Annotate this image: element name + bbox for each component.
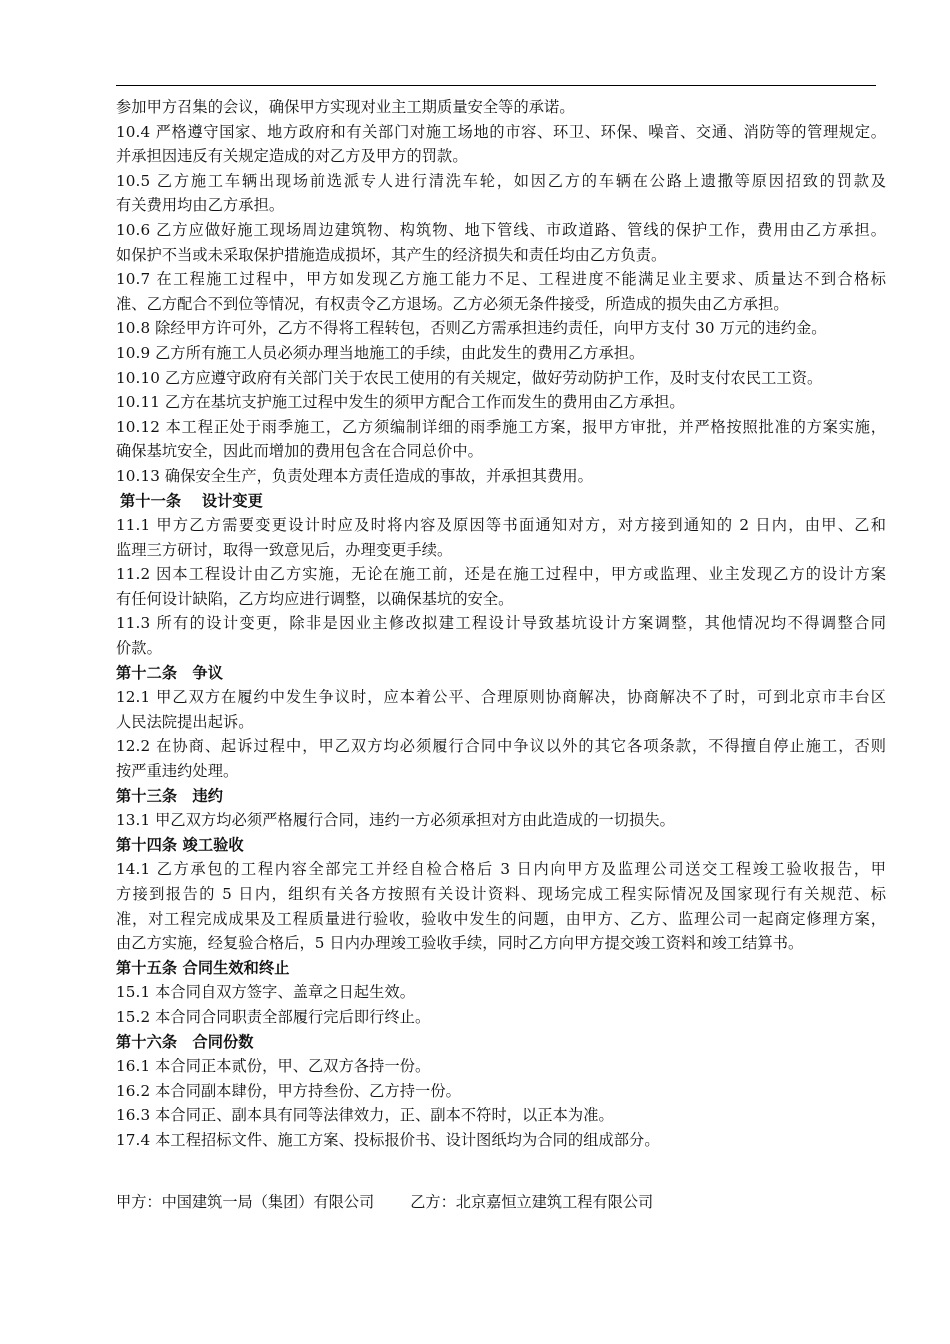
clause-line: 10.5 乙方施工车辆出现场前选派专人进行清洗车轮，如因乙方的车辆在公路上遗撒等原因招致的罚款及	[116, 171, 886, 190]
clause-line: 10.4 严格遵守国家、地方政府和有关部门对施工场地的市容、环卫、环保、噪音、交通、消防等的管理规定。	[116, 122, 886, 141]
clause-line: 15.1 本合同自双方签字、盖章之日起生效。	[116, 983, 416, 1002]
clause-line: 10.10 乙方应遵守政府有关部门关于农民工使用的有关规定，做好劳动防护工作，及时支付农民工工资。	[116, 368, 823, 387]
clause-line: 15.2 本合同合同职责全部履行完后即行终止。	[116, 1007, 431, 1026]
clause-line: 10.11 乙方在基坑支护施工过程中发生的须甲方配合工作而发生的费用由乙方承担。	[116, 393, 685, 412]
clause-line: 10.6 乙方应做好施工现场周边建筑物、构筑物、地下管线、市政道路、管线的保护工作，费用由乙方承担。	[116, 220, 886, 239]
section-heading: 第十二条 争议	[116, 663, 224, 682]
clause-line: 准，对工程完成成果及工程质量进行验收，验收中发生的问题，由甲方、乙方、监理公司一起商定修理方案，	[116, 909, 886, 928]
clause-line: 10.7 在工程施工过程中，甲方如发现乙方施工能力不足、工程进度不能满足业主要求、质量达不到合格标	[116, 270, 886, 289]
clause-line: 准、乙方配合不到位等情况，有权责令乙方退场。乙方必须无条件接受，所造成的损失由乙方承担。	[116, 294, 789, 313]
header-rule	[116, 85, 876, 86]
section-heading: 第十六条 合同份数	[116, 1032, 254, 1051]
clause-line: 参加甲方召集的会议，确保甲方实现对业主工期质量安全等的承诺。	[116, 98, 575, 116]
clause-line: 有任何设计缺陷，乙方均应进行调整，以确保基坑的安全。	[116, 589, 514, 608]
contract-body	[116, 95, 888, 1153]
clause-line: 人民法院提出起诉。	[116, 712, 254, 731]
clause-line: 有关费用均由乙方承担。	[116, 196, 285, 215]
clause-line: 12.2 在协商、起诉过程中，甲乙双方均必须履行合同中争议以外的其它各项条款，不得擅自停止施工，否则	[116, 737, 886, 756]
section-heading: 第十三条 违约	[116, 786, 224, 805]
clause-line: 17.4 本工程招标文件、施工方案、投标报价书、设计图纸均为合同的组成部分。	[116, 1130, 660, 1149]
clause-line: 监理三方研讨，取得一致意见后，办理变更手续。	[116, 540, 453, 559]
clause-line: 价款。	[116, 639, 162, 658]
party-b-signature: 乙方：北京嘉恒立建筑工程有限公司	[410, 1193, 654, 1211]
clause-line: 11.3 所有的设计变更，除非是因业主修改拟建工程设计导致基坑设计方案调整，其他情况均不得调整合同	[116, 614, 886, 633]
section-heading: 第十一条 设计变更	[120, 491, 263, 510]
clause-line: 16.2 本合同副本肆份，甲方持叁份、乙方持一份。	[116, 1081, 461, 1100]
party-a-signature: 甲方：中国建筑一局（集团）有限公司	[116, 1193, 375, 1211]
clause-line: 14.1 乙方承包的工程内容全部完工并经自检合格后 3 日内向甲方及监理公司送交工程竣工验收报告，甲	[116, 860, 886, 879]
clause-line: 10.13 确保安全生产，负责处理本方责任造成的事故，并承担其费用。	[116, 466, 593, 485]
clause-line: 如保护不当或未采取保护措施造成损坏，其产生的经济损失和责任均由乙方负责。	[116, 245, 667, 264]
section-heading: 第十五条 合同生效和终止	[116, 958, 290, 977]
clause-line: 16.1 本合同正本贰份，甲、乙双方各持一份。	[116, 1057, 431, 1076]
clause-line: 并承担因违反有关规定造成的对乙方及甲方的罚款。	[116, 147, 468, 166]
clause-line: 12.1 甲乙双方在履约中发生争议时，应本着公平、合理原则协商解决，协商解决不了时，可到北京市丰台区	[116, 688, 886, 707]
signature-block	[116, 1190, 653, 1214]
clause-line: 10.8 除经甲方许可外，乙方不得将工程转包，否则乙方需承担违约责任，向甲方支付 30 万元的违约金。	[116, 319, 827, 338]
clause-line: 按严重违约处理。	[116, 762, 239, 781]
clause-line: 11.1 甲方乙方需要变更设计时应及时将内容及原因等书面通知对方，对方接到通知的 2 日内，由甲、乙和	[116, 516, 886, 535]
clause-line: 10.9 乙方所有施工人员必须办理当地施工的手续，由此发生的费用乙方承担。	[116, 343, 645, 362]
clause-line: 16.3 本合同正、副本具有同等法律效力，正、副本不符时，以正本为准。	[116, 1106, 614, 1125]
section-heading: 第十四条 竣工验收	[116, 835, 244, 854]
clause-line: 由乙方实施，经复验合格后，5 日内办理竣工验收手续，同时乙方向甲方提交竣工资料和竣工结算书。	[116, 934, 804, 953]
clause-line: 13.1 甲乙双方均必须严格履行合同，违约一方必须承担对方由此造成的一切损失。	[116, 811, 675, 830]
clause-line: 方接到报告的 5 日内，组织有关各方按照有关设计资料、现场完成工程实际情况及国家现行有关规范、标	[116, 885, 886, 903]
clause-line: 确保基坑安全，因此而增加的费用包含在合同总价中。	[116, 442, 483, 461]
clause-line: 10.12 本工程正处于雨季施工，乙方须编制详细的雨季施工方案，报甲方审批，并严格按照批准的方案实施，	[116, 417, 886, 436]
clause-line: 11.2 因本工程设计由乙方实施，无论在施工前，还是在施工过程中，甲方或监理、业主发现乙方的设计方案	[116, 565, 886, 584]
